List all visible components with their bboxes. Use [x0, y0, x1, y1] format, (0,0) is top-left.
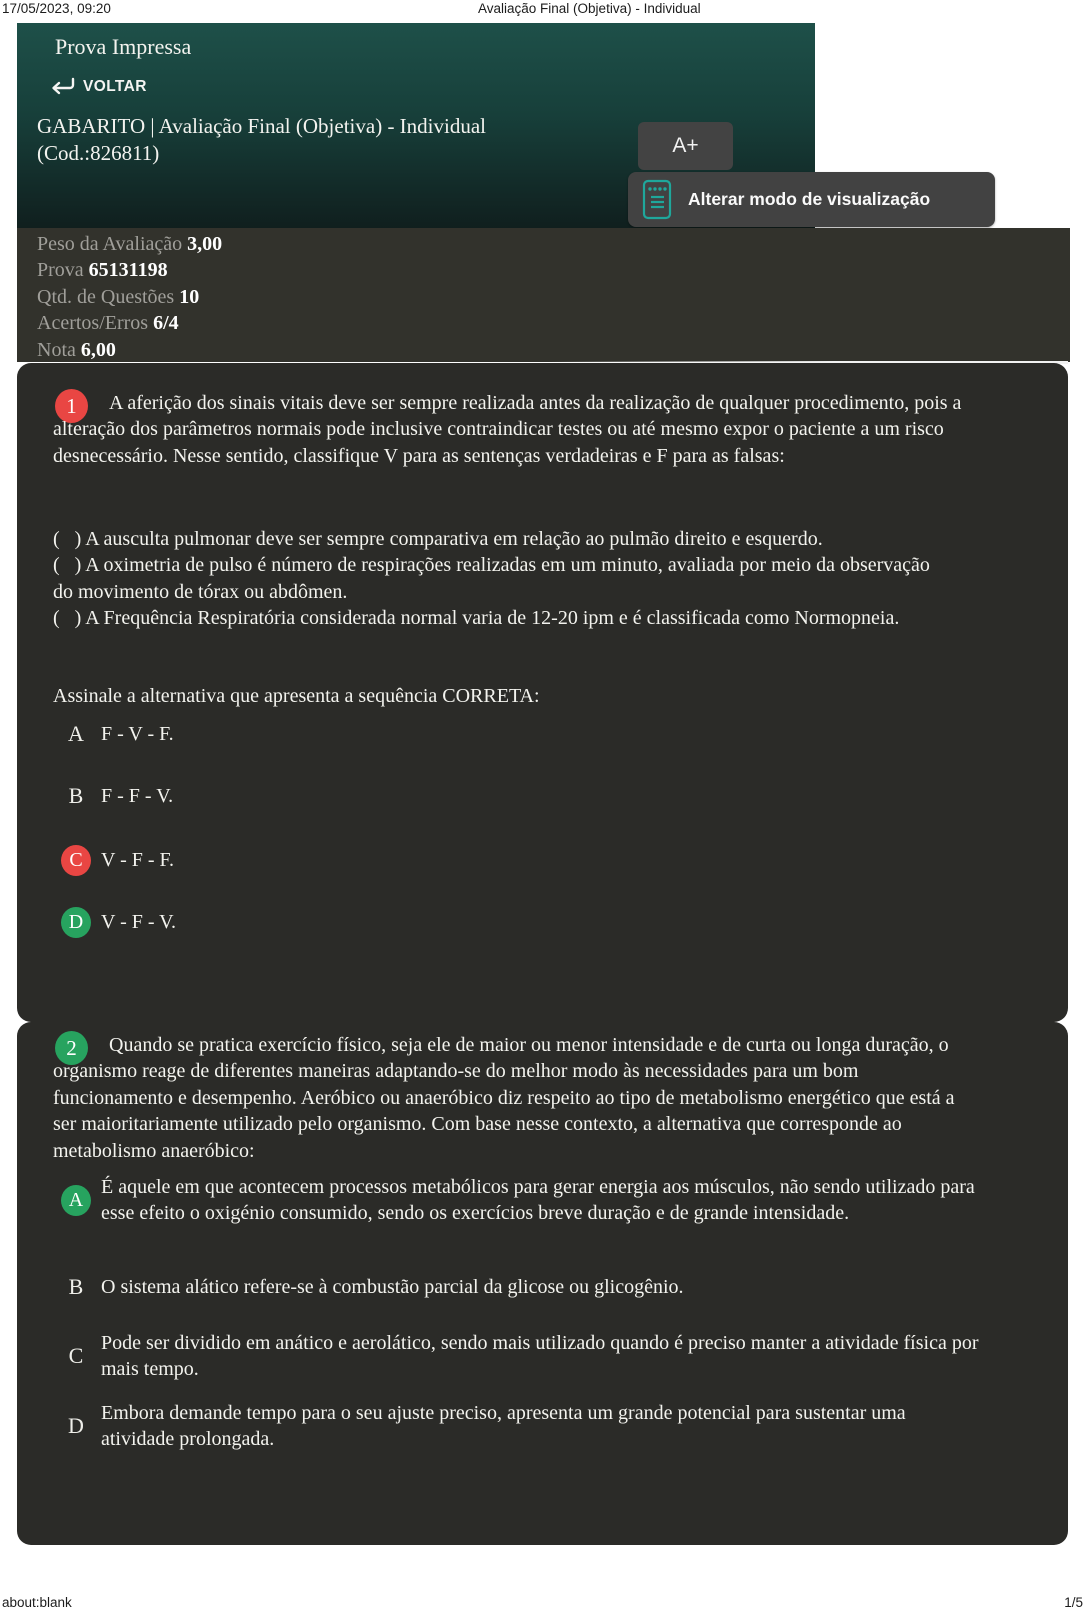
statement: ( ) A Frequência Respiratória considerada normal varia de 12-20 ipm e é classificada como Normopneia. [53, 607, 900, 630]
alternative-row-c [51, 1330, 1011, 1383]
stat-row-nota [37, 337, 1070, 363]
alternative-row-b [51, 783, 1011, 809]
stat-row-acertos [37, 310, 1070, 336]
alternative-row-b [51, 1274, 1011, 1300]
correct-answer-badge: A [61, 1185, 91, 1216]
alternative-row-d [51, 1400, 1011, 1453]
stat-value: 3,00 [187, 233, 223, 255]
alternative-row-d-correct-answer [51, 907, 1011, 938]
alternative-text: V - F - V. [101, 911, 177, 934]
alternative-text: F - V - F. [101, 723, 174, 745]
question-prompt: Assinale a alternativa que apresenta a sequência CORRETA: [53, 685, 540, 707]
back-button[interactable] [49, 76, 147, 98]
change-view-mode-label: Alterar modo de visualização [688, 189, 931, 209]
statement: ( ) A oximetria de pulso é número de respirações realizadas em um minuto, avaliada por meio da observação do movimento de tórax ou abdômen. [53, 554, 930, 603]
stat-label: Prova [37, 259, 84, 282]
question-number-badge: 1 [55, 389, 88, 423]
answer-sheet-icon [642, 179, 672, 220]
question-text: Quando se pratica exercício físico, seja ele de maior ou menor intensidade e de curta ou longa duração, o organismo reage de diferentes maneiras adaptando-se do melhor modo às necessidades para um bom funcionamento e desempenho. Aeróbico ou anaeróbico diz respeito ao tipo de metabolismo energético que está a ser maioritariamente utilizado pelo organismo. Com base nesse contexto, a alternativa que corresponde ao metabolismo anaeróbico: [53, 1034, 955, 1162]
stat-label: Nota [37, 338, 76, 361]
change-view-mode-button[interactable] [628, 172, 995, 227]
return-arrow-icon [49, 76, 76, 98]
alternative-letter: B [68, 783, 84, 809]
question-card-2 [17, 1022, 1068, 1545]
print-date: 17/05/2023, 09:20 [2, 1, 111, 16]
stat-label: Qtd. de Questões [37, 285, 175, 308]
page-title: Prova Impressa [55, 34, 192, 59]
exam-title: GABARITO | Avaliação Final (Objetiva) - Individual (Cod.:826811) [37, 114, 486, 165]
alternative-text: F - F - V. [101, 785, 174, 807]
statement: ( ) A ausculta pulmonar deve ser sempre comparativa em relação ao pulmão direito e esquerdo. [53, 528, 823, 550]
question-statements [53, 526, 951, 632]
stat-label: Peso da Avaliação [37, 233, 183, 255]
back-button-label: VOLTAR [83, 78, 147, 95]
stat-value: 6,00 [80, 338, 116, 361]
alternative-letter: B [68, 1274, 84, 1300]
alternative-text: Embora demande tempo para o seu ajuste preciso, apresenta um grande potencial para sustentar uma atividade prolongada. [101, 1402, 906, 1451]
alternative-row-a-correct-answer [51, 1174, 1011, 1227]
stat-row-peso [37, 231, 1070, 257]
font-increase-button[interactable]: A+ [638, 122, 733, 170]
print-page-number: 1/5 [1064, 1595, 1083, 1610]
alternative-text: V - F - F. [101, 849, 175, 872]
exam-stats [17, 228, 1070, 362]
stat-row-questoes [37, 284, 1070, 310]
alternative-text: Pode ser dividido em anático e aerolático, sendo mais utilizado quando é preciso manter a atividade física por mais tempo. [101, 1332, 979, 1381]
question-text: A aferição dos sinais vitais deve ser sempre realizada antes da realização de qualquer procedimento, pois a alteração dos parâmetros normais pode inclusive contraindicar testes ou até mesmo expor o paciente a um risco desnecessário. Nesse sentido, classifique V para as sentenças verdadeiras e F para as falsas: [53, 392, 962, 467]
print-source-url: about:blank [2, 1595, 72, 1610]
wrong-answer-badge: C [61, 845, 91, 876]
question-number-badge: 2 [55, 1031, 88, 1065]
alternative-letter: A [68, 721, 84, 747]
correct-answer-badge: D [61, 907, 91, 938]
alternative-letter: C [68, 1343, 84, 1369]
alternative-letter: D [68, 1413, 84, 1439]
print-document-title: Avaliação Final (Objetiva) - Individual [478, 1, 701, 16]
question-card-1 [17, 363, 1068, 1022]
alternative-text: O sistema alático refere-se à combustão parcial da glicose ou glicogênio. [101, 1276, 684, 1298]
alternative-text: É aquele em que acontecem processos metabólicos para gerar energia aos músculos, não sendo utilizado para esse efeito o oxigénio consumido, sendo os exercícios breve duração e de grande intensidade. [101, 1176, 975, 1225]
stat-value: 65131198 [88, 259, 168, 282]
stat-row-prova [37, 257, 1070, 283]
stat-value: 10 [179, 285, 200, 308]
stat-value: 6/4 [153, 312, 179, 335]
alternative-row-c-wrong-answer [51, 845, 1011, 876]
alternative-row-a [51, 721, 1011, 747]
stat-label: Acertos/Erros [37, 312, 149, 335]
